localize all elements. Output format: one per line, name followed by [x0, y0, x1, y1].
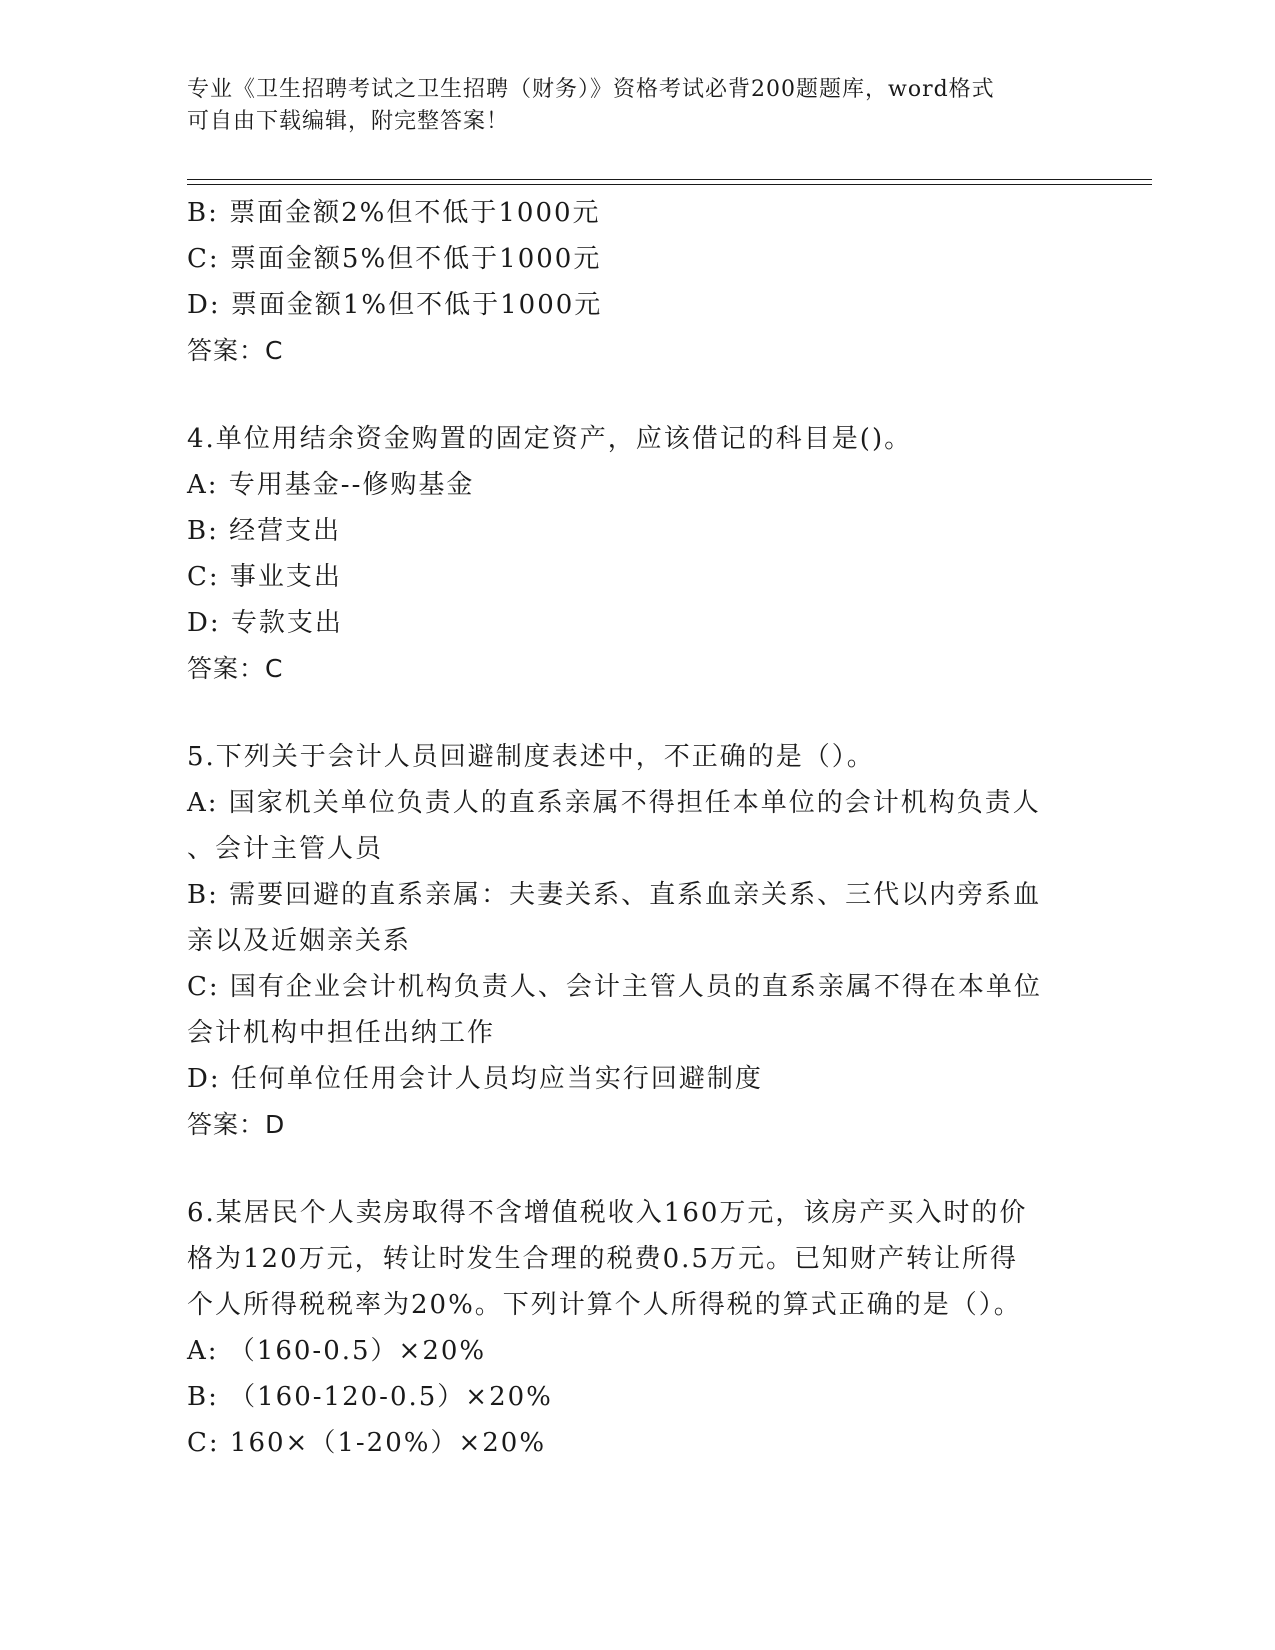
question-stem-line-2: 格为120万元，转让时发生合理的税费0.5万元。已知财产转让所得	[187, 1244, 1018, 1274]
option-a: A: （160-0.5）×20%	[187, 1336, 487, 1366]
option-c: C: 票面金额5%但不低于1000元	[187, 244, 602, 274]
header-title-line-1: 专业《卫生招聘考试之卫生招聘（财务）》资格考试必背200题题库，word格式	[187, 77, 995, 102]
question-stem-line-1: 6.某居民个人卖房取得不含增值税收入160万元，该房产买入时的价	[187, 1198, 1028, 1228]
option-b: B: 经营支出	[187, 516, 342, 546]
question-stem: 5.下列关于会计人员回避制度表述中，不正确的是（）。	[187, 742, 875, 772]
spacer	[187, 374, 1087, 416]
document-header	[187, 74, 1067, 138]
answer: 答案：C	[187, 654, 284, 683]
question-5	[187, 734, 1087, 1148]
option-c: C: 160×（1-20%）×20%	[187, 1428, 547, 1458]
option-a: A: 专用基金--修购基金	[187, 470, 475, 500]
option-a-line-2: 、会计主管人员	[187, 834, 384, 864]
spacer	[187, 1148, 1087, 1190]
option-d: D: 票面金额1%但不低于1000元	[187, 290, 603, 320]
answer: 答案：C	[187, 336, 284, 365]
option-b: B: （160-120-0.5）×20%	[187, 1382, 553, 1412]
option-a-line-1: A: 国家机关单位负责人的直系亲属不得担任本单位的会计机构负责人	[187, 788, 1041, 818]
option-b-line-2: 亲以及近姻亲关系	[187, 926, 412, 956]
option-d: D: 任何单位任用会计人员均应当实行回避制度	[187, 1064, 763, 1094]
option-c-line-1: C: 国有企业会计机构负责人、会计主管人员的直系亲属不得在本单位	[187, 972, 1042, 1002]
option-b-line-1: B: 需要回避的直系亲属：夫妻关系、直系血亲关系、三代以内旁系血	[187, 880, 1042, 910]
question-3	[187, 190, 1087, 374]
header-rule-bottom	[187, 184, 1152, 185]
header-rule-top	[187, 179, 1152, 180]
option-b: B: 票面金额2%但不低于1000元	[187, 198, 601, 228]
question-stem-line-3: 个人所得税税率为20%。下列计算个人所得税的算式正确的是（）。	[187, 1290, 1022, 1320]
question-stem: 4.单位用结余资金购置的固定资产，应该借记的科目是()。	[187, 424, 913, 454]
document-body	[187, 190, 1087, 1466]
header-title-line-2: 可自由下载编辑，附完整答案！	[187, 109, 510, 134]
option-c: C: 事业支出	[187, 562, 342, 592]
answer: 答案：D	[187, 1110, 286, 1139]
option-c-line-2: 会计机构中担任出纳工作	[187, 1018, 496, 1048]
option-d: D: 专款支出	[187, 608, 343, 638]
question-6	[187, 1190, 1087, 1466]
question-4	[187, 416, 1087, 692]
spacer	[187, 692, 1087, 734]
